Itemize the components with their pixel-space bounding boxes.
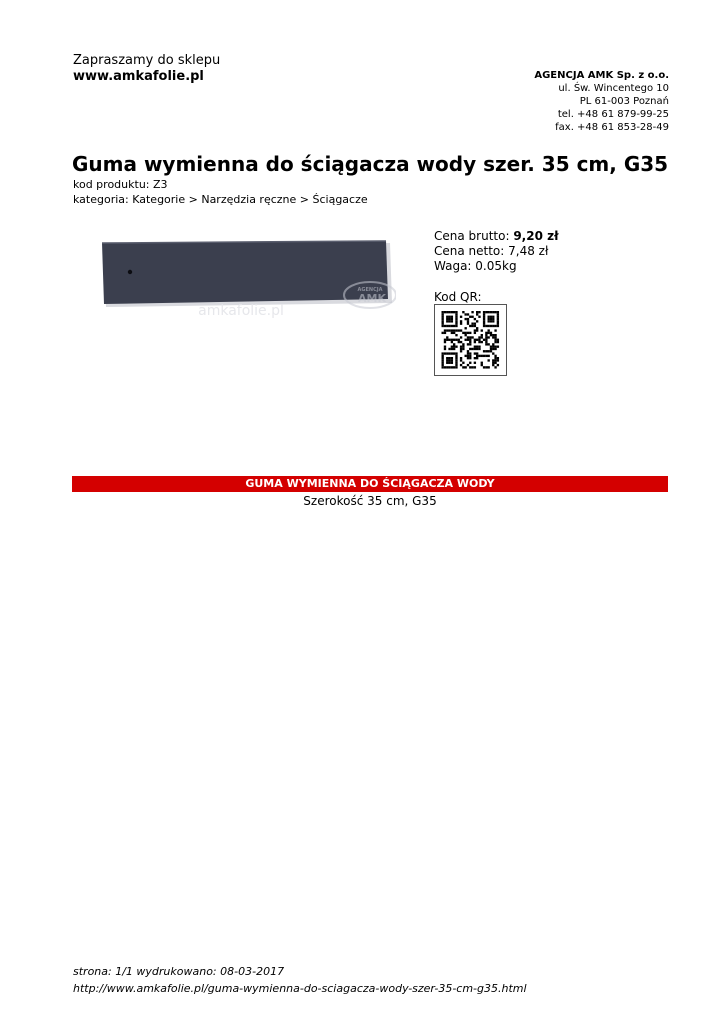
watermark-text: amkafolie.pl: [198, 303, 284, 319]
shop-website-link[interactable]: www.amkafolie.pl: [73, 69, 204, 84]
product-image: [86, 227, 396, 323]
company-name: AGENCJA AMK Sp. z o.o.: [534, 70, 669, 81]
description-heading: GUMA WYMIENNA DO ŚCIĄGACZA WODY: [72, 476, 668, 492]
rubber-blade-image: [86, 227, 396, 323]
price-gross-label: Cena brutto:: [434, 229, 514, 243]
svg-text:AMK: AMK: [358, 292, 386, 305]
qr-code-label: Kod QR:: [434, 290, 482, 304]
price-gross: [434, 229, 559, 243]
company-city: PL 61-003 Poznań: [579, 96, 669, 107]
qr-code-icon: [435, 305, 506, 375]
product-code: kod produktu: Z3: [73, 178, 168, 191]
product-category-breadcrumb: kategoria: Kategorie > Narzędzia ręczne > Ściągacze: [73, 193, 368, 206]
company-phone: tel. +48 61 879-99-25: [557, 109, 669, 120]
company-fax: fax. +48 61 853-28-49: [555, 122, 669, 133]
footer-url[interactable]: http://www.amkafolie.pl/guma-wymienna-do-sciagacza-wody-szer-35-cm-g35.html: [73, 982, 527, 995]
footer-print-info: strona: 1/1 wydrukowano: 08-03-2017: [73, 965, 285, 978]
price-net: Cena netto: 7,48 zł: [434, 244, 549, 258]
svg-text:AGENCJA: AGENCJA: [357, 287, 383, 293]
mounting-hole: [128, 270, 132, 274]
rubber-strip-shape: [102, 241, 388, 304]
shop-invite-text: Zapraszamy do sklepu: [73, 53, 221, 68]
product-title: Guma wymienna do ściągacza wody szer. 35 cm, G35: [72, 152, 669, 176]
description-text: Szerokość 35 cm, G35: [303, 494, 437, 508]
product-weight: Waga: 0.05kg: [434, 259, 517, 273]
company-street: ul. Św. Wincentego 10: [558, 83, 669, 94]
price-gross-value: 9,20 zł: [513, 229, 559, 243]
qr-code: [434, 304, 507, 376]
